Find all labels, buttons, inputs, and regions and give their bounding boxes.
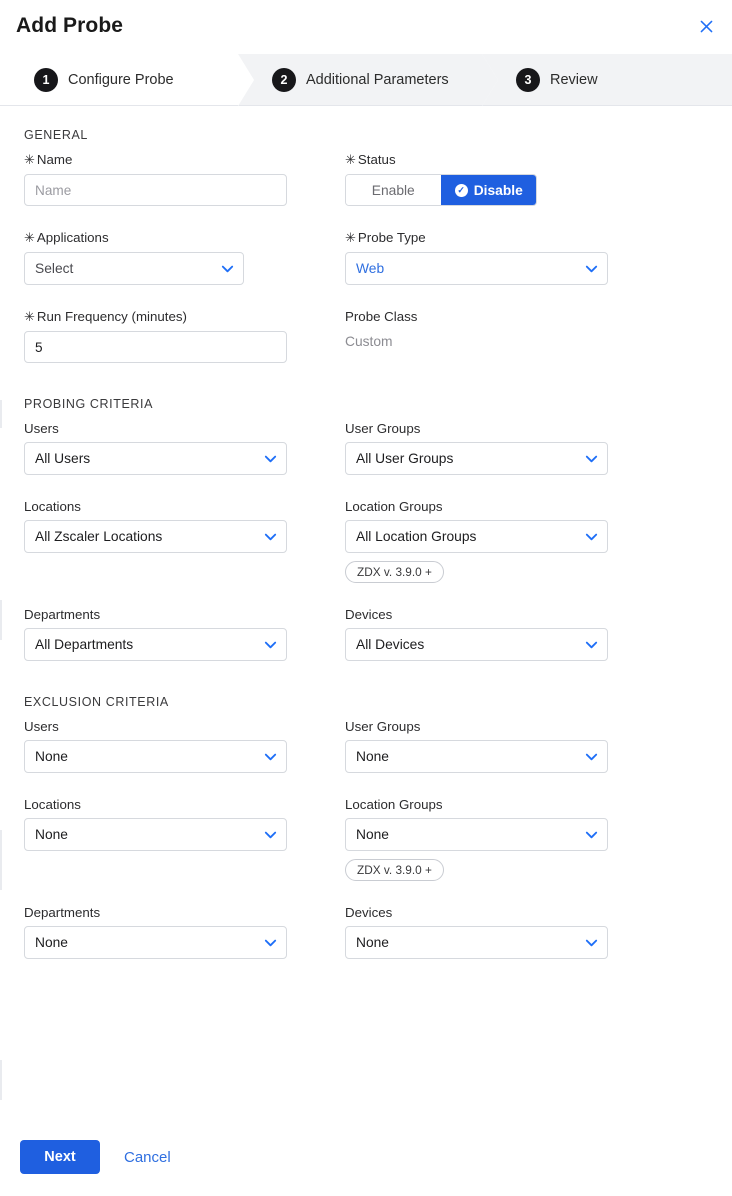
- name-input[interactable]: [24, 174, 287, 206]
- form-row: [24, 607, 710, 661]
- left-scroll-edge: [0, 830, 2, 890]
- probing-devices-select[interactable]: [345, 628, 608, 661]
- step-review[interactable]: [482, 54, 732, 105]
- field-probing-user-groups: [345, 421, 608, 475]
- exclusion-locations-value: None: [35, 827, 68, 842]
- field-exclusion-locations: [24, 797, 287, 881]
- chevron-down-icon: [263, 451, 278, 466]
- left-scroll-edge: [0, 400, 2, 428]
- step-arrow-icon: [238, 54, 254, 106]
- form-row: [24, 499, 710, 583]
- field-label: User Groups: [345, 719, 421, 734]
- field-label: Devices: [345, 905, 393, 920]
- status-disable-label: Disable: [473, 182, 523, 198]
- form-row: [24, 719, 710, 773]
- step-configure-probe[interactable]: [0, 54, 238, 105]
- probing-devices-value: All Devices: [356, 637, 425, 652]
- field-exclusion-devices: [345, 905, 608, 959]
- chevron-down-icon: [263, 935, 278, 950]
- status-toggle-group[interactable]: [345, 174, 537, 206]
- dialog-footer: [0, 1140, 732, 1196]
- exclusion-locations-select[interactable]: [24, 818, 287, 851]
- field-label: ✳ Applications: [24, 230, 109, 245]
- field-label: Location Groups: [345, 499, 443, 514]
- run-frequency-input[interactable]: [24, 331, 287, 363]
- zdx-version-badge: ZDX v. 3.9.0 +: [345, 859, 444, 881]
- section-general-title: GENERAL: [24, 128, 88, 142]
- field-label: ✳ Probe Type: [345, 230, 426, 245]
- exclusion-devices-value: None: [356, 935, 389, 950]
- field-probe-type: [345, 230, 608, 285]
- exclusion-users-value: None: [35, 749, 68, 764]
- form-body: [0, 106, 732, 959]
- exclusion-devices-select[interactable]: [345, 926, 608, 959]
- probing-location-groups-select[interactable]: [345, 520, 608, 553]
- field-probing-location-groups: [345, 499, 608, 583]
- probe-class-value: Custom: [345, 334, 393, 349]
- chevron-down-icon: [584, 637, 599, 652]
- probing-users-value: All Users: [35, 451, 91, 466]
- exclusion-user-groups-value: None: [356, 749, 389, 764]
- chevron-down-icon: [263, 529, 278, 544]
- field-exclusion-departments: [24, 905, 287, 959]
- step-number: 1: [34, 68, 58, 92]
- field-probing-devices: [345, 607, 608, 661]
- form-row: [24, 309, 710, 363]
- next-button[interactable]: Next: [20, 1140, 100, 1174]
- chevron-down-icon: [263, 827, 278, 842]
- probing-user-groups-select[interactable]: [345, 442, 608, 475]
- form-row: [24, 905, 710, 959]
- required-asterisk-icon: ✳: [24, 230, 35, 245]
- chevron-down-icon: [584, 749, 599, 764]
- section-probing-criteria-title: PROBING CRITERIA: [24, 397, 154, 411]
- field-probe-class: [345, 309, 608, 363]
- exclusion-departments-value: None: [35, 935, 68, 950]
- step-arrow-icon: [482, 54, 498, 106]
- field-label: Probe Class: [345, 309, 418, 324]
- field-label: Users: [24, 719, 59, 734]
- field-label: Departments: [24, 607, 101, 622]
- form-row: [24, 421, 710, 475]
- cancel-button[interactable]: Cancel: [118, 1148, 177, 1167]
- required-asterisk-icon: ✳: [345, 152, 356, 167]
- chevron-down-icon: [584, 529, 599, 544]
- exclusion-user-groups-select[interactable]: [345, 740, 608, 773]
- left-scroll-edge: [0, 600, 2, 640]
- chevron-down-icon: [584, 935, 599, 950]
- required-asterisk-icon: ✳: [24, 309, 35, 324]
- zdx-version-badge: ZDX v. 3.9.0 +: [345, 561, 444, 583]
- step-number: 2: [272, 68, 296, 92]
- probing-locations-value: All Zscaler Locations: [35, 529, 163, 544]
- chevron-down-icon: [263, 637, 278, 652]
- field-label: Devices: [345, 607, 393, 622]
- step-label: Configure Probe: [68, 71, 174, 88]
- probing-departments-select[interactable]: [24, 628, 287, 661]
- field-label: ✳ Name: [24, 152, 73, 167]
- field-name: [24, 152, 287, 206]
- field-run-frequency: [24, 309, 287, 363]
- field-label: User Groups: [345, 421, 421, 436]
- step-number: 3: [516, 68, 540, 92]
- probing-users-select[interactable]: [24, 442, 287, 475]
- form-row: [24, 152, 710, 206]
- probing-locations-select[interactable]: [24, 520, 287, 553]
- status-enable-button[interactable]: Enable: [346, 175, 441, 205]
- dialog-header: [0, 0, 732, 54]
- field-applications: [24, 230, 287, 285]
- chevron-down-icon: [584, 261, 599, 276]
- field-probing-departments: [24, 607, 287, 661]
- applications-select[interactable]: [24, 252, 244, 285]
- step-label: Review: [550, 71, 598, 88]
- field-probing-users: [24, 421, 287, 475]
- field-exclusion-user-groups: [345, 719, 608, 773]
- close-icon[interactable]: [694, 14, 718, 38]
- chevron-down-icon: [584, 827, 599, 842]
- field-label: Departments: [24, 905, 101, 920]
- field-label: Location Groups: [345, 797, 443, 812]
- field-label: Locations: [24, 797, 81, 812]
- left-scroll-edge: [0, 1060, 2, 1100]
- form-row: [24, 797, 710, 881]
- probing-location-groups-value: All Location Groups: [356, 529, 477, 544]
- status-disable-button[interactable]: [441, 175, 537, 205]
- probe-type-value: Web: [356, 261, 385, 276]
- step-label: Additional Parameters: [306, 71, 449, 88]
- page-title: Add Probe: [16, 14, 124, 37]
- check-icon: ✓: [455, 184, 468, 197]
- section-exclusion-criteria-title: EXCLUSION CRITERIA: [24, 695, 169, 709]
- probing-departments-value: All Departments: [35, 637, 134, 652]
- exclusion-users-select[interactable]: [24, 740, 287, 773]
- wizard-stepper: [0, 54, 732, 106]
- field-label: ✳ Status: [345, 152, 396, 167]
- required-asterisk-icon: ✳: [345, 230, 356, 245]
- exclusion-departments-select[interactable]: [24, 926, 287, 959]
- exclusion-location-groups-value: None: [356, 827, 389, 842]
- chevron-down-icon: [584, 451, 599, 466]
- field-label: ✳ Run Frequency (minutes): [24, 309, 187, 324]
- exclusion-location-groups-select[interactable]: [345, 818, 608, 851]
- required-asterisk-icon: ✳: [24, 152, 35, 167]
- field-status: [345, 152, 608, 206]
- field-exclusion-users: [24, 719, 287, 773]
- field-label: Users: [24, 421, 59, 436]
- applications-value: Select: [35, 261, 74, 276]
- chevron-down-icon: [220, 261, 235, 276]
- probing-user-groups-value: All User Groups: [356, 451, 454, 466]
- chevron-down-icon: [263, 749, 278, 764]
- form-row: [24, 230, 710, 285]
- field-exclusion-location-groups: [345, 797, 608, 881]
- probe-type-select[interactable]: [345, 252, 608, 285]
- field-label: Locations: [24, 499, 81, 514]
- field-probing-locations: [24, 499, 287, 583]
- step-additional-parameters[interactable]: [238, 54, 482, 105]
